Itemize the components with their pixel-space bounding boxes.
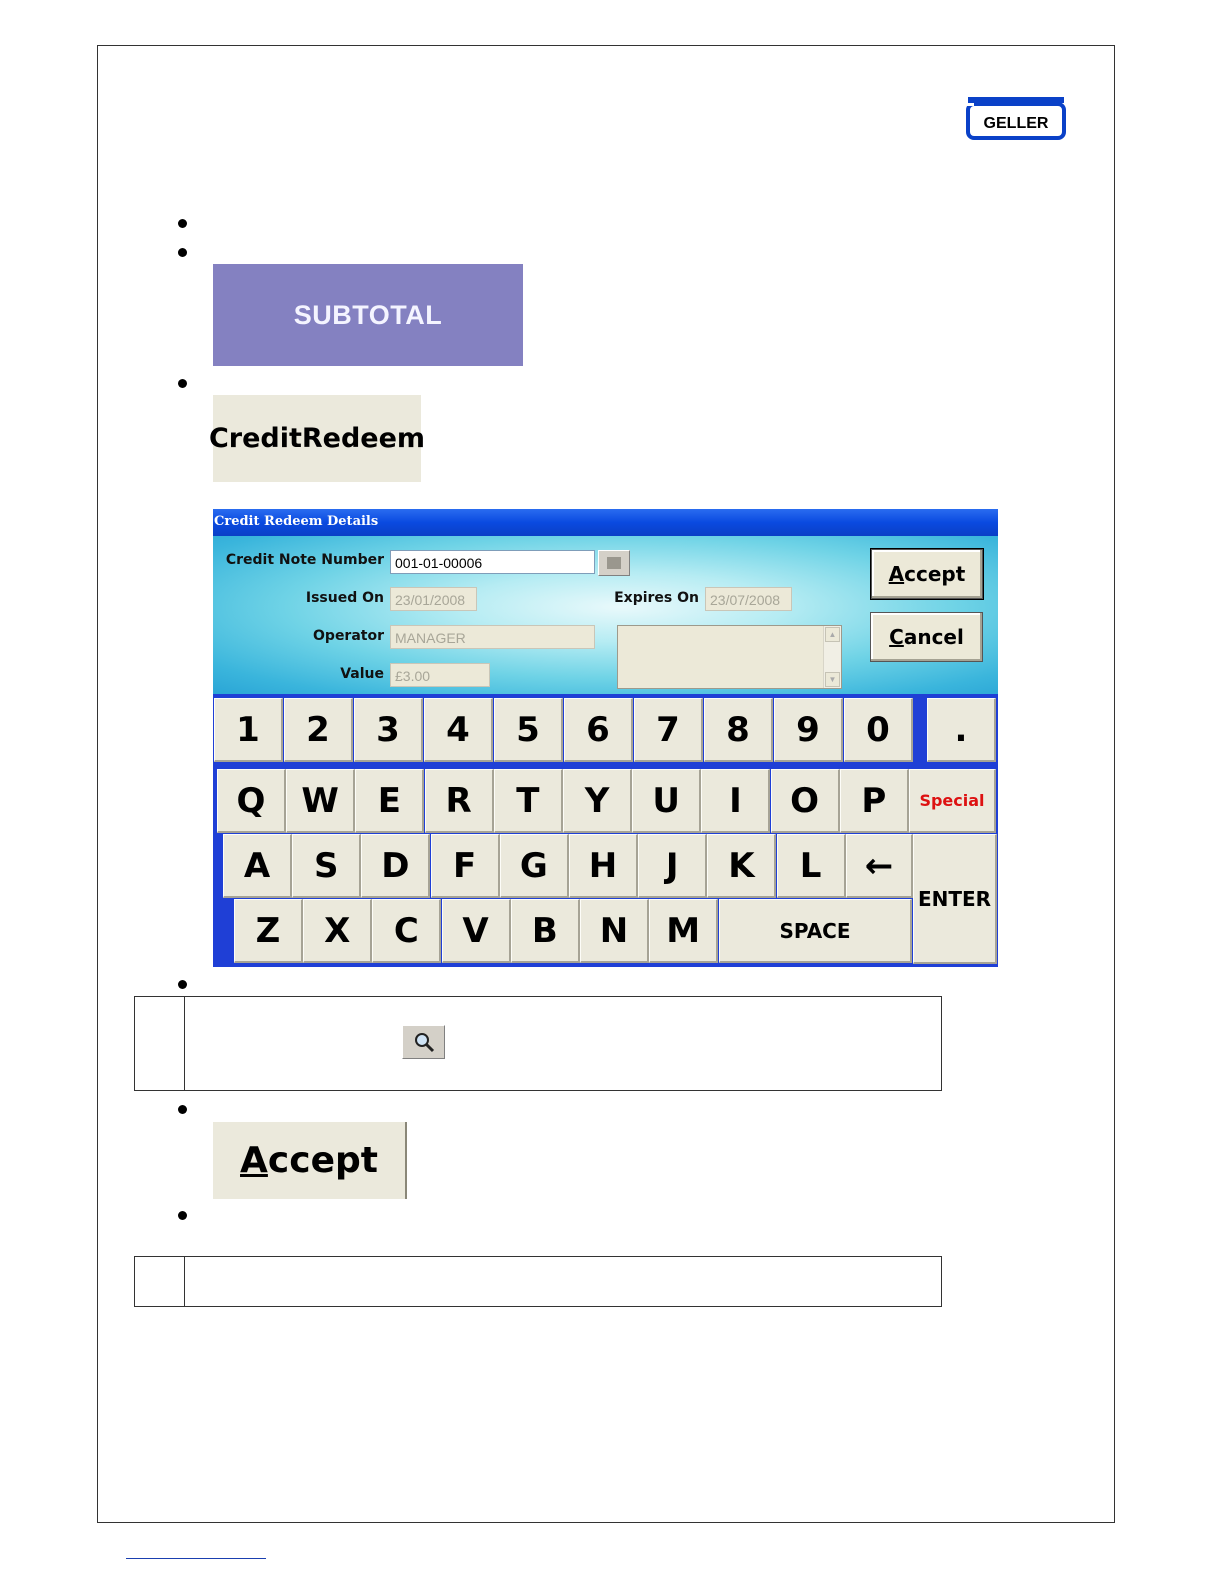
- bullet: [178, 980, 187, 989]
- dialog-titlebar[interactable]: [213, 509, 998, 536]
- operator-label: Operator: [313, 628, 384, 644]
- logo-text: GELLER: [983, 115, 1049, 132]
- key-w[interactable]: W: [286, 769, 355, 833]
- bullet: [178, 379, 187, 388]
- key-5[interactable]: 5: [494, 698, 563, 762]
- key-7[interactable]: 7: [634, 698, 703, 762]
- geller-logo: [966, 96, 1066, 140]
- accept-button-large[interactable]: [213, 1122, 407, 1199]
- key-e[interactable]: E: [355, 769, 424, 833]
- bullet: [178, 1105, 187, 1114]
- operator-field: MANAGER: [390, 625, 595, 649]
- key-2[interactable]: 2: [284, 698, 353, 762]
- lookup-button[interactable]: [598, 550, 630, 576]
- subtotal-label: SUBTOTAL: [293, 299, 443, 330]
- cancel-button[interactable]: [870, 612, 983, 662]
- key-i[interactable]: I: [701, 769, 770, 833]
- key-l[interactable]: L: [777, 834, 846, 898]
- note-box: [134, 996, 942, 1091]
- credit-note-number-input[interactable]: 001-01-00006: [390, 550, 595, 574]
- key-period[interactable]: .: [927, 698, 996, 762]
- key-8[interactable]: 8: [704, 698, 773, 762]
- key-f[interactable]: F: [431, 834, 500, 898]
- notes-memo[interactable]: [617, 625, 842, 689]
- key-r[interactable]: R: [425, 769, 494, 833]
- scroll-down-icon[interactable]: ▼: [825, 672, 840, 687]
- footer-link-line: [126, 1558, 266, 1559]
- issued-on-field: 23/01/2008: [390, 587, 477, 611]
- value-label: Value: [340, 666, 384, 682]
- key-0[interactable]: 0: [844, 698, 913, 762]
- key-special[interactable]: Special: [909, 769, 996, 833]
- bullet: [178, 219, 187, 228]
- credit-note-number-label: Credit Note Number: [225, 552, 384, 568]
- bullet: [178, 1211, 187, 1220]
- memo-scrollbar[interactable]: [823, 626, 841, 688]
- key-a[interactable]: A: [223, 834, 292, 898]
- magnifier-glyph: [413, 1031, 435, 1053]
- subtotal-button[interactable]: [213, 264, 523, 366]
- cancel-label: ancel: [903, 625, 964, 649]
- key-enter[interactable]: ENTER: [913, 834, 997, 964]
- key-q[interactable]: Q: [217, 769, 286, 833]
- expires-on-field: 23/07/2008: [705, 587, 792, 611]
- key-c[interactable]: C: [372, 899, 441, 963]
- credit-redeem-dialog: [213, 509, 998, 967]
- key-p[interactable]: P: [840, 769, 909, 833]
- credit-redeem-button[interactable]: [208, 395, 426, 482]
- expires-on-label: Expires On: [614, 590, 699, 606]
- key-4[interactable]: 4: [424, 698, 493, 762]
- key-x[interactable]: X: [303, 899, 372, 963]
- note-divider: [184, 997, 185, 1090]
- key-backspace[interactable]: ←: [846, 834, 913, 898]
- key-d[interactable]: D: [361, 834, 430, 898]
- note-divider: [184, 1257, 185, 1306]
- key-6[interactable]: 6: [564, 698, 633, 762]
- key-k[interactable]: K: [707, 834, 776, 898]
- key-s[interactable]: S: [292, 834, 361, 898]
- accept-large-mnemonic: A: [240, 1140, 268, 1181]
- cancel-mnemonic: C: [889, 625, 904, 649]
- key-y[interactable]: Y: [563, 769, 632, 833]
- note-box: [134, 1256, 942, 1307]
- key-v[interactable]: V: [442, 899, 511, 963]
- key-g[interactable]: G: [500, 834, 569, 898]
- key-o[interactable]: O: [771, 769, 840, 833]
- bullet: [178, 248, 187, 257]
- key-1[interactable]: 1: [214, 698, 283, 762]
- dialog-title: Credit Redeem Details: [214, 514, 379, 529]
- key-n[interactable]: N: [580, 899, 649, 963]
- key-u[interactable]: U: [632, 769, 701, 833]
- accept-button[interactable]: [871, 549, 983, 599]
- accept-large-rest: ccept: [267, 1140, 378, 1181]
- key-z[interactable]: Z: [234, 899, 303, 963]
- key-3[interactable]: 3: [354, 698, 423, 762]
- key-9[interactable]: 9: [774, 698, 843, 762]
- lookup-icon: [607, 557, 621, 569]
- value-field: £3.00: [390, 663, 490, 687]
- credit-redeem-label: CreditRedeem: [208, 423, 426, 454]
- accept-label: ccept: [904, 562, 966, 586]
- issued-on-label: Issued On: [305, 590, 384, 606]
- magnifier-icon: [402, 1025, 445, 1059]
- key-t[interactable]: T: [494, 769, 563, 833]
- key-space[interactable]: SPACE: [719, 899, 912, 963]
- key-h[interactable]: H: [569, 834, 638, 898]
- key-b[interactable]: B: [511, 899, 580, 963]
- scroll-up-icon[interactable]: ▲: [825, 627, 840, 642]
- accept-large-label: [240, 1140, 378, 1181]
- accept-mnemonic: A: [888, 562, 905, 586]
- key-j[interactable]: J: [638, 834, 707, 898]
- key-m[interactable]: M: [649, 899, 718, 963]
- dialog-form: [213, 536, 998, 694]
